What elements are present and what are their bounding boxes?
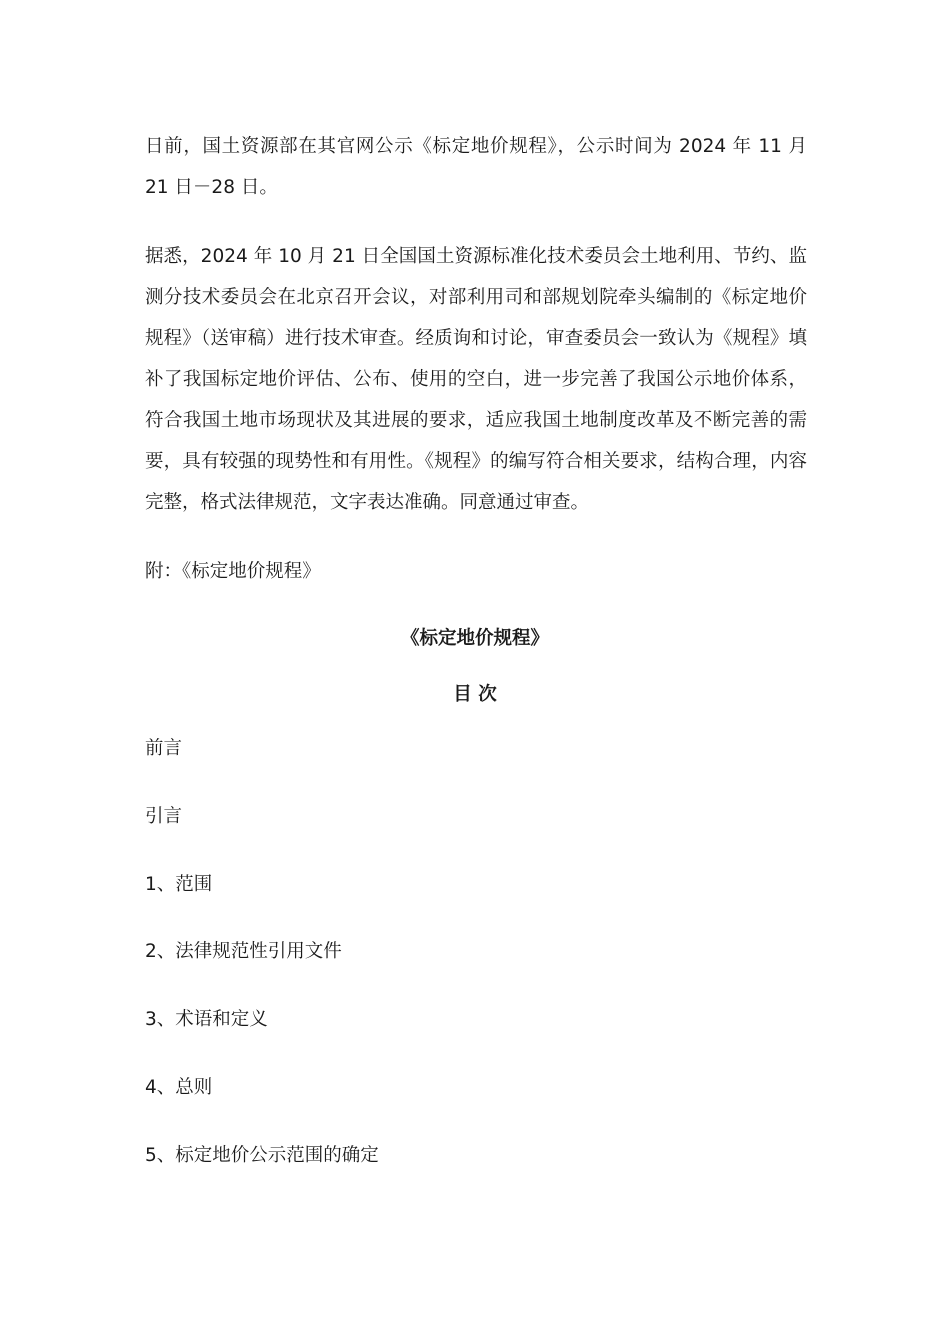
toc-item-preface: 前言 [145,738,183,759]
body-paragraph: 据悉，2024 年 10 月 21 日全国国土资源标准化技术委员会土地利用、节约、监测分技术委员会在北京召开会议，对部利用司和部规划院牵头编制的《标定地价规程》（送审稿）进行技术审查。经质询和讨论，审查委员会一致认为《规程》填补了我国标定地价评估、公布、使用的空白，进一步完善了我国公示地价体系，符合我国土地市场现状及其进展的要求，适应我国土地制度改革及不断完善的需要，具有较强的现势性和有用性。《规程》的编写符合相关要求，结构合理，内容完整，格式法律规范，文字表达准确。同意通过审查。 [145,246,807,513]
toc-item-terms-definitions: 3、术语和定义 [145,1009,268,1030]
toc-heading: 目 次 [453,684,497,705]
toc-item-scope: 1、范围 [145,874,213,895]
intro-paragraph: 日前，国土资源部在其官网公示《标定地价规程》，公示时间为 2024 年 11 月 21 日－28 日。 [145,136,807,198]
toc-item-scope-determination: 5、标定地价公示范围的确定 [145,1145,379,1166]
toc-item-normative-references: 2、法律规范性引用文件 [145,941,342,962]
toc-item-general-rules: 4、总则 [145,1077,213,1098]
toc-item-introduction: 引言 [145,806,183,827]
document-title: 《标定地价规程》 [400,628,549,649]
attachment-note: 附：《标定地价规程》 [145,561,321,582]
